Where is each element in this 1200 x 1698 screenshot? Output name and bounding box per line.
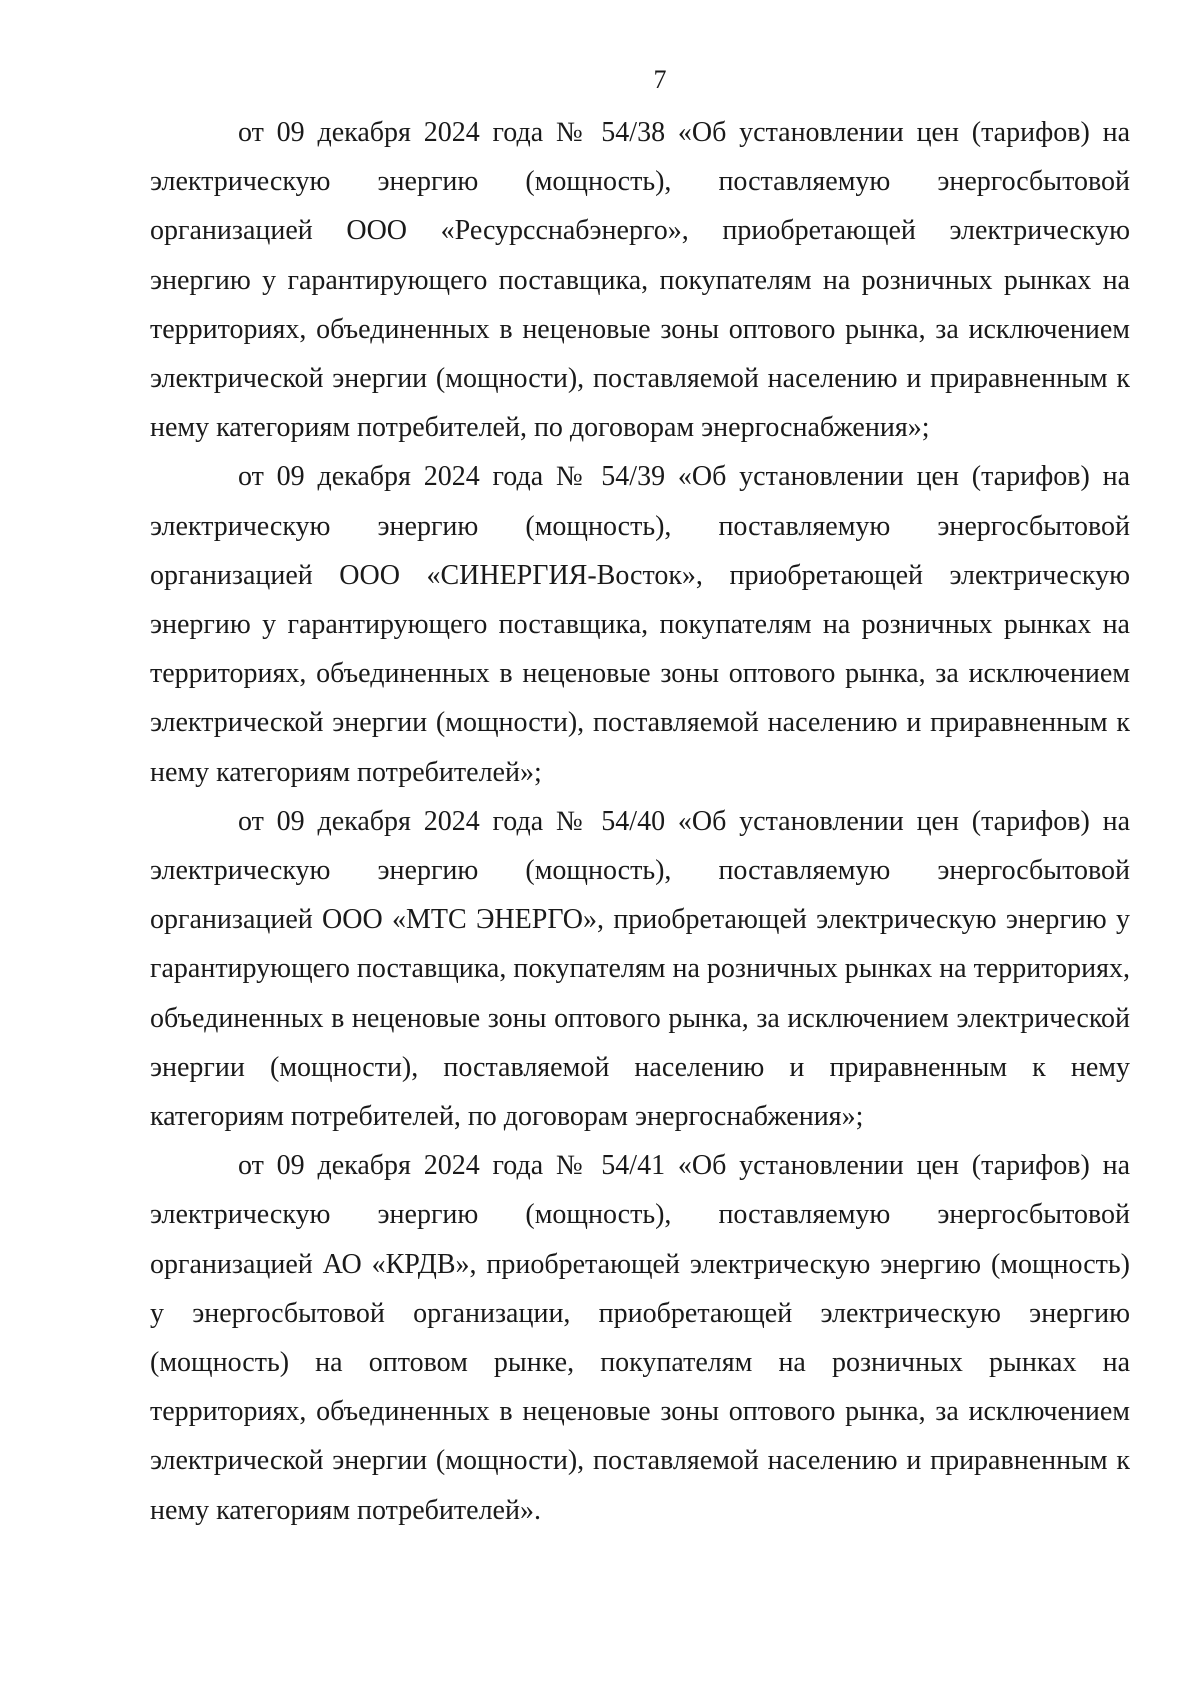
paragraph-order-54-38: от 09 декабря 2024 года № 54/38 «Об установлении цен (тарифов) на электрическую энергию (мощность), поставляемую энергосбытовой организацией ООО «Ресурсснабэнерго», приобретающей электрическую энергию у гарантирующего поставщика, покупателям на розничных рынках на территориях, объединенных в неценовые зоны оптового рынка, за исключением электрической энергии (мощности), поставляемой населению и приравненным к нему категориям потребителей, по договорам энергоснабжения»; [150,117,1130,444]
page-number: 7 [653,65,667,94]
paragraph-order-54-40: от 09 декабря 2024 года № 54/40 «Об установлении цен (тарифов) на электрическую энергию (мощность), поставляемую энергосбытовой организацией ООО «МТС ЭНЕРГО», приобретающей электрическую энергию у гарантирующего поставщика, покупателям на розничных рынках на территориях, объединенных в неценовые зоны оптового рынка, за исключением электрической энергии (мощности), поставляемой населению и приравненным к нему категориям потребителей, по договорам энергоснабжения»; [150,805,1130,1133]
document-page [150,60,1130,1535]
paragraph-order-54-41: от 09 декабря 2024 года № 54/41 «Об установлении цен (тарифов) на электрическую энергию (мощность), поставляемую энергосбытовой организацией АО «КРДВ», приобретающей электрическую энергию (мощность) у энергосбытовой организации, приобретающей электрическую энергию (мощность) на оптовом рынке, покупателям на розничных рынках на территориях, объединенных в неценовые зоны оптового рынка, за исключением электрической энергии (мощности), поставляемой населению и приравненным к нему категориям потребителей». [150,1150,1130,1526]
paragraph-order-54-39: от 09 декабря 2024 года № 54/39 «Об установлении цен (тарифов) на электрическую энергию (мощность), поставляемую энергосбытовой организацией ООО «СИНЕРГИЯ-Восток», приобретающей электрическую энергию у гарантирующего поставщика, покупателям на розничных рынках на территориях, объединенных в неценовые зоны оптового рынка, за исключением электрической энергии (мощности), поставляемой населению и приравненным к нему категориям потребителей»; [150,461,1130,788]
